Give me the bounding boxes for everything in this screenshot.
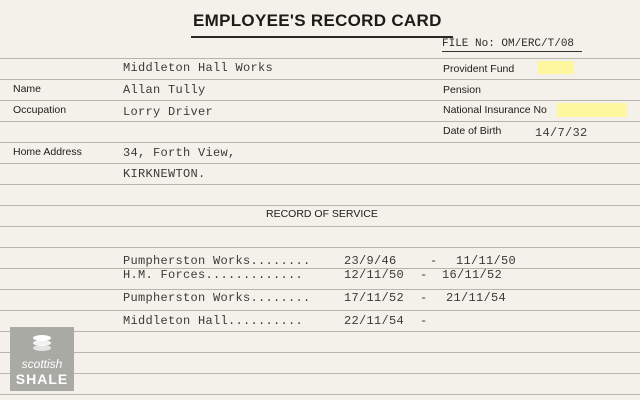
home-address-label: Home Address (13, 146, 82, 158)
provident-fund-label: Provident Fund (443, 63, 515, 75)
service-to: 16/11/52 (442, 268, 503, 282)
ruled-line (0, 163, 640, 164)
ruled-line (0, 121, 640, 122)
ruled-line (0, 205, 640, 206)
service-from: 23/9/46 (344, 254, 397, 268)
ruled-line (0, 184, 640, 185)
ruled-line (0, 373, 640, 374)
ruled-line (0, 310, 640, 311)
ruled-line (0, 331, 640, 332)
service-to: 11/11/50 (456, 254, 517, 268)
address-line2-value: KIRKNEWTON. (123, 167, 206, 181)
service-dash: - (420, 268, 428, 282)
service-place: Middleton Hall.......... (123, 314, 304, 328)
service-dash: - (430, 254, 438, 268)
title-underline (191, 36, 453, 38)
logo-text-line1: scottish (21, 357, 63, 371)
ruled-line (0, 247, 640, 248)
name-label: Name (13, 83, 42, 95)
redaction-highlight (538, 61, 574, 74)
service-dash: - (420, 314, 428, 328)
service-from: 12/11/50 (344, 268, 405, 282)
scottish-shale-logo (10, 327, 74, 391)
ruled-line (0, 289, 640, 290)
date-of-birth-label: Date of Birth (443, 125, 502, 137)
service-place: H.M. Forces............. (123, 268, 304, 282)
ruled-line (0, 79, 640, 80)
redaction-highlight (557, 103, 627, 117)
ruled-line (0, 352, 640, 353)
ruled-line (0, 142, 640, 143)
file-number-underline (442, 51, 582, 52)
ruled-line (0, 100, 640, 101)
name-value: Allan Tully (123, 83, 206, 97)
service-place: Pumpherston Works........ (123, 291, 311, 305)
file-number: FILE No: OM/ERC/T/08 (442, 38, 575, 50)
works-value: Middleton Hall Works (123, 61, 274, 75)
record-of-service-heading: RECORD OF SERVICE (266, 208, 378, 220)
ruled-line (0, 268, 640, 269)
service-to: 21/11/54 (446, 291, 507, 305)
ruled-line (0, 226, 640, 227)
national-insurance-label: National Insurance No (443, 104, 547, 116)
service-from: 22/11/54 (344, 314, 405, 328)
date-of-birth-value: 14/7/32 (535, 126, 588, 140)
service-place: Pumpherston Works........ (123, 254, 311, 268)
card-title: EMPLOYEE'S RECORD CARD (193, 11, 442, 30)
service-dash: - (420, 291, 428, 305)
service-from: 17/11/52 (344, 291, 405, 305)
pension-label: Pension (443, 84, 481, 96)
logo-mark-icon (32, 333, 52, 353)
occupation-value: Lorry Driver (123, 105, 214, 119)
logo-text-line2: SHALE (15, 371, 69, 387)
ruled-line (0, 394, 640, 395)
address-line1-value: 34, Forth View, (123, 146, 236, 160)
occupation-label: Occupation (13, 104, 67, 116)
ruled-line (0, 58, 640, 59)
